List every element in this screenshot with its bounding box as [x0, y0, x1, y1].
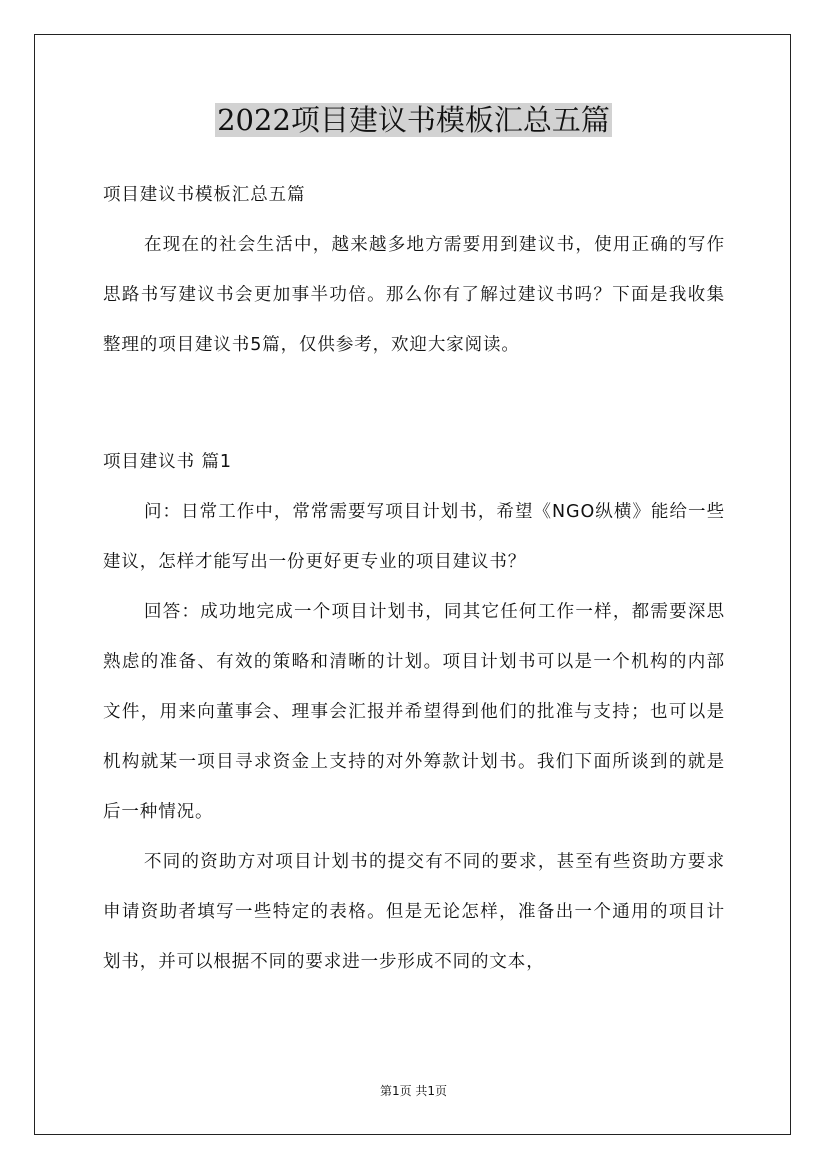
intro-paragraph [103, 220, 725, 370]
paragraph-requirements: 不同的资助方对项目计划书的提交有不同的要求，甚至有些资助方要求申请资助者填写一些特定的表格。但是无论怎样，准备出一个通用的项目计划书，并可以根据不同的要求进一步形成不同的文本， [103, 852, 725, 972]
intro-text: 在现在的社会生活中，越来越多地方需要用到建议书，使用正确的写作思路书写建议书会更加事半功倍。那么你有了解过建议书吗？下面是我收集整理的项目建议书5篇，仅供参考，欢迎大家阅读。 [103, 235, 725, 355]
page-footer [0, 1081, 827, 1101]
paragraph-answer: 回答：成功地完成一个项目计划书，同其它任何工作一样，都需要深思熟虑的准备、有效的策略和清晰的计划。项目计划书可以是一个机构的内部文件，用来向董事会、理事会汇报并希望得到他们的批准与支持；也可以是机构就某一项目寻求资金上支持的对外筹款计划书。我们下面所谈到的就是后一种情况。 [103, 602, 725, 822]
section-body [103, 487, 725, 987]
document-subtitle [103, 170, 725, 220]
page-number: 第1页 共1页 [379, 1084, 448, 1098]
document-title-text: 2022项目建议书模板汇总五篇 [217, 103, 610, 137]
section-heading [103, 437, 725, 487]
section-heading-text: 项目建议书 篇1 [103, 452, 232, 472]
document-title [0, 99, 827, 141]
paragraph-question: 问：日常工作中，常常需要写项目计划书，希望《NGO纵横》能给一些建议，怎样才能写出一份更好更专业的项目建议书？ [103, 502, 725, 572]
subtitle-text: 项目建议书模板汇总五篇 [103, 185, 306, 205]
